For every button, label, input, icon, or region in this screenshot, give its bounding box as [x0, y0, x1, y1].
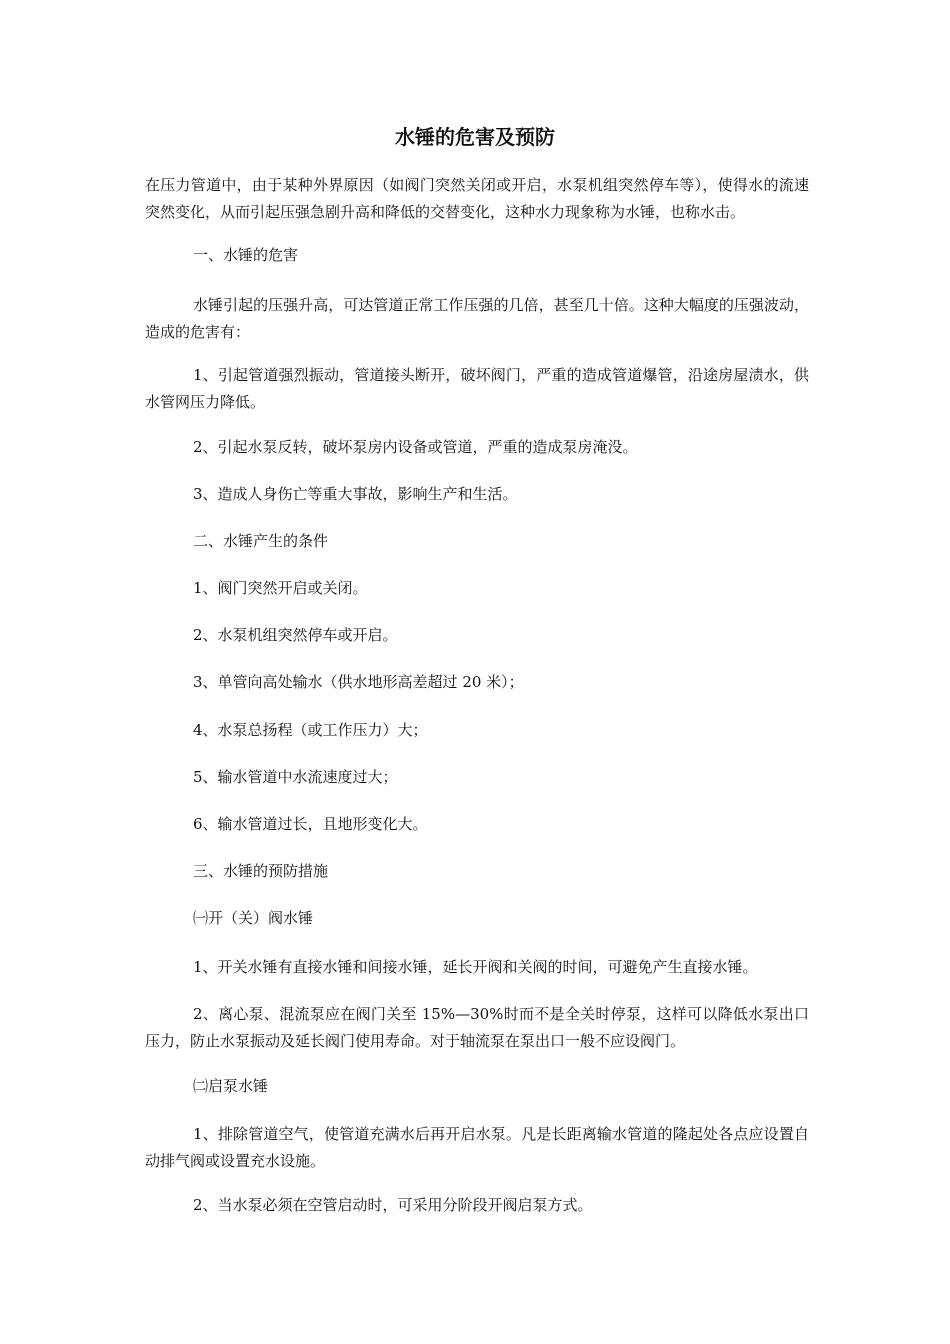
hazards-paragraph: 水锤引起的压强升高，可达管道正常工作压强的几倍，甚至几十倍。这种大幅度的压强波动，造成的危害有： — [145, 296, 809, 341]
hazard-item-3: 3、造成人身伤亡等重大事故，影响生产和生活。 — [193, 485, 518, 503]
valve-hammer-item-1: 1、开关水锤有直接水锤和间接水锤，延长开阀和关阀的时间，可避免产生直接水锤。 — [193, 958, 758, 976]
condition-item-5: 5、输水管道中水流速度过大； — [193, 768, 398, 786]
section-heading-conditions: 二、水锤产生的条件 — [193, 532, 329, 550]
section-heading-prevention: 三、水锤的预防措施 — [193, 862, 329, 880]
condition-item-1: 1、阀门突然开启或关闭。 — [193, 579, 368, 597]
intro-paragraph: 在压力管道中，由于某种外界原因（如阀门突然关闭或开启，水泵机组突然停车等），使得水的流速突然变化，从而引起压强急剧升高和降低的交替变化，这种水力现象称为水锤，也称水击。 — [145, 176, 809, 221]
valve-hammer-item-2: 2、离心泵、混流泵应在阀门关至 15%—30%时而不是全关时停泵，这样可以降低水泵出口压力，防止水泵振动及延长阀门使用寿命。对于轴流泵在泵出口一般不应设阀门。 — [145, 1005, 809, 1050]
section-heading-hazards: 一、水锤的危害 — [193, 246, 299, 264]
condition-item-4: 4、水泵总扬程（或工作压力）大； — [193, 721, 428, 739]
condition-item-6: 6、输水管道过长，且地形变化大。 — [193, 815, 428, 833]
document-title: 水锤的危害及预防 — [395, 125, 555, 149]
hazard-item-1: 1、引起管道强烈振动，管道接头断开，破坏阀门，严重的造成管道爆管，沿途房屋渍水，供水管网压力降低。 — [145, 366, 809, 411]
condition-item-3: 3、单管向高处输水（供水地形高差超过 20 米）； — [193, 673, 524, 691]
subsection-heading-valve-hammer: ㈠开（关）阀水锤 — [193, 909, 314, 927]
startup-hammer-item-2: 2、当水泵必须在空管启动时，可采用分阶段开阀启泵方式。 — [193, 1196, 593, 1214]
condition-item-2: 2、水泵机组突然停车或开启。 — [193, 626, 398, 644]
hazard-item-2: 2、引起水泵反转，破坏泵房内设备或管道，严重的造成泵房淹没。 — [193, 438, 638, 456]
subsection-heading-startup-hammer: ㈡启泵水锤 — [193, 1077, 269, 1095]
startup-hammer-item-1: 1、排除管道空气，使管道充满水后再开启水泵。凡是长距离输水管道的隆起处各点应设置自动排气阀或设置充水设施。 — [145, 1125, 809, 1170]
